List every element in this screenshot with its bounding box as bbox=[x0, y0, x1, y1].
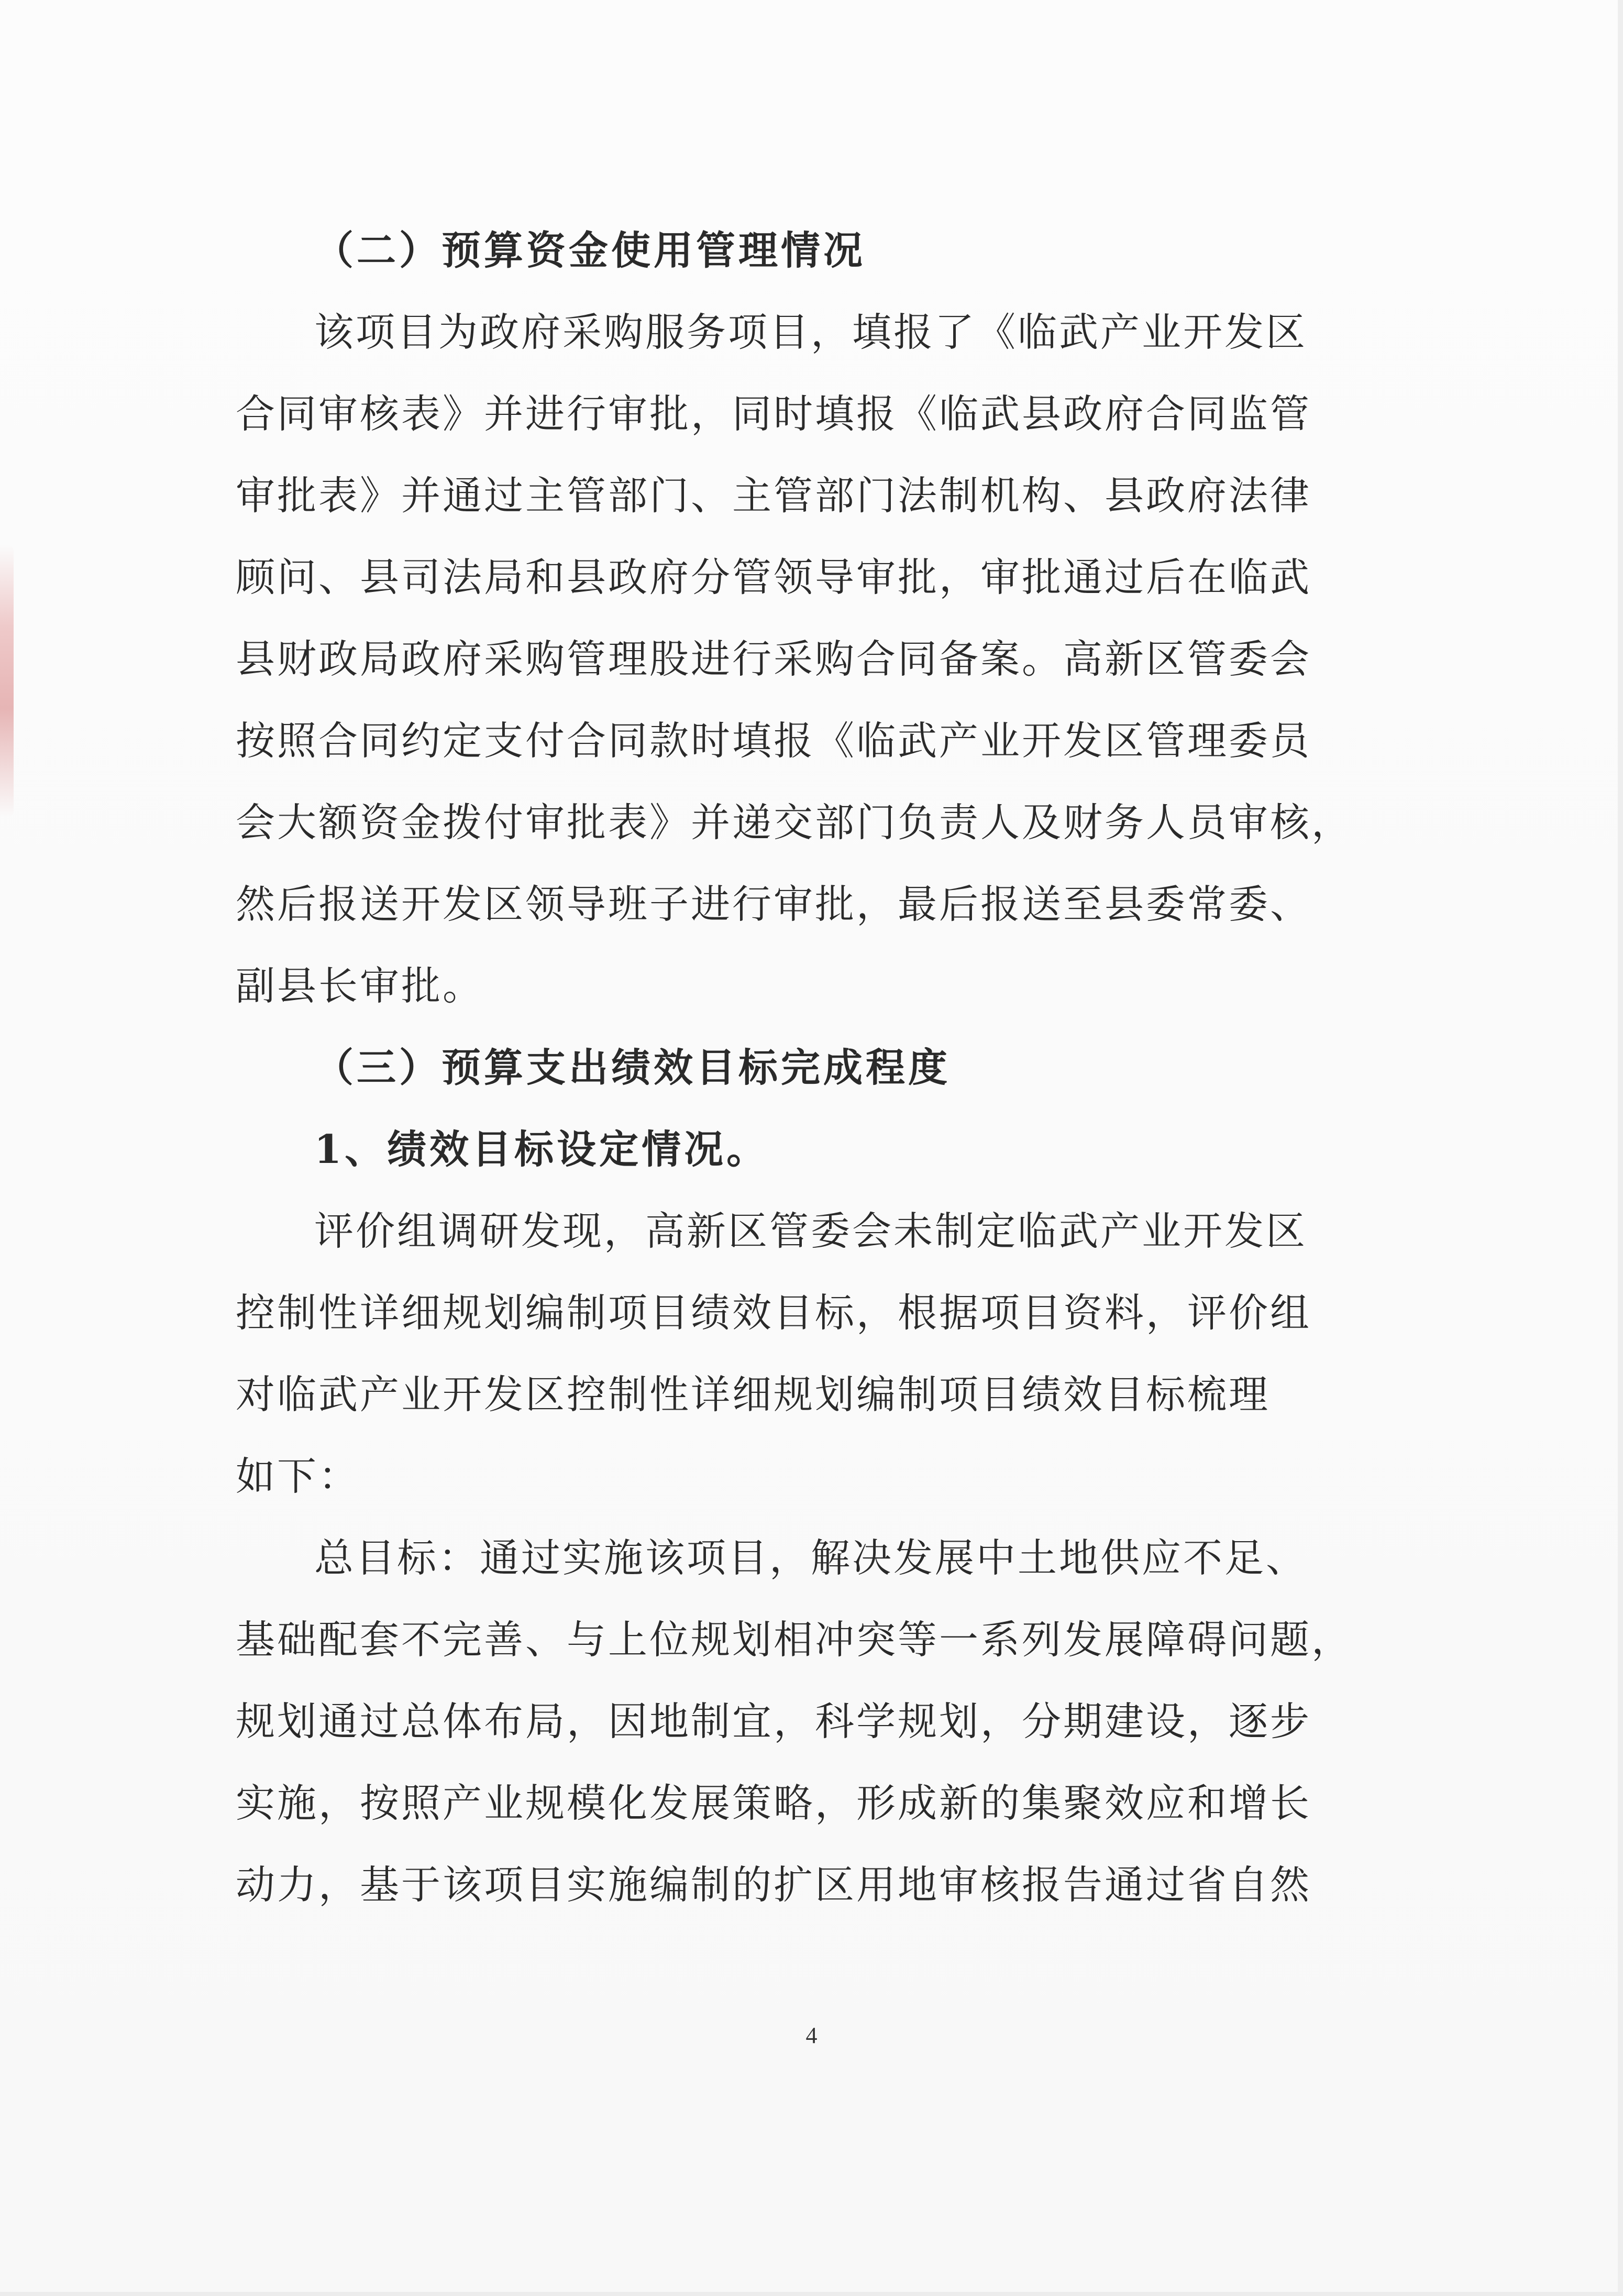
paragraph-line: 对临武产业开发区控制性详细规划编制项目绩效目标梳理 bbox=[236, 1371, 1271, 1418]
paragraph-line: 会大额资金拨付审批表》并递交部门负责人及财务人员审核， bbox=[236, 799, 1353, 845]
paragraph-line: 基础配套不完善、与上位规划相冲突等一系列发展障碍问题， bbox=[236, 1617, 1353, 1663]
paragraph-line: 顾问、县司法局和县政府分管领导审批，审批通过后在临武 bbox=[236, 554, 1312, 600]
paragraph-line: 审批表》并通过主管部门、主管部门法制机构、县政府法律 bbox=[236, 473, 1312, 519]
paragraph-line: 副县长审批。 bbox=[236, 963, 484, 1009]
section-heading-budget-management: （二）预算资金使用管理情况 bbox=[314, 227, 866, 273]
paragraph-line: 合同审核表》并进行审批，同时填报《临武县政府合同监管 bbox=[236, 391, 1312, 437]
scan-edge-right bbox=[1618, 0, 1623, 2296]
paragraph-line: 该项目为政府采购服务项目，填报了《临武产业开发区 bbox=[314, 309, 1308, 355]
paragraph-line: 评价组调研发现，高新区管委会未制定临武产业开发区 bbox=[314, 1208, 1308, 1254]
paragraph-line: 实施，按照产业规模化发展策略，形成新的集聚效应和增长 bbox=[236, 1780, 1312, 1826]
document-body bbox=[236, 210, 1388, 1926]
paragraph-line: 控制性详细规划编制项目绩效目标，根据项目资料，评价组 bbox=[236, 1290, 1312, 1336]
paragraph-line: 规划通过总体布局，因地制宜，科学规划，分期建设，逐步 bbox=[236, 1698, 1312, 1744]
page-number: 4 bbox=[805, 2023, 818, 2048]
paragraph-line: 总目标：通过实施该项目，解决发展中土地供应不足、 bbox=[314, 1535, 1308, 1581]
paragraph-line: 如下： bbox=[236, 1453, 360, 1499]
section-heading-performance: （三）预算支出绩效目标完成程度 bbox=[314, 1045, 951, 1091]
paragraph-line: 动力，基于该项目实施编制的扩区用地审核报告通过省自然 bbox=[236, 1862, 1312, 1908]
paragraph-line: 然后报送开发区领导班子进行审批，最后报送至县委常委、 bbox=[236, 881, 1312, 927]
paragraph-line: 县财政局政府采购管理股进行采购合同备案。高新区管委会 bbox=[236, 636, 1312, 682]
binding-stamp-mark bbox=[0, 545, 14, 817]
scan-edge-bottom bbox=[0, 2292, 1623, 2296]
paragraph-line: 按照合同约定支付合同款时填报《临武产业开发区管理委员 bbox=[236, 718, 1312, 764]
subheading-target-setting: 1、绩效目标设定情况。 bbox=[314, 1126, 769, 1172]
